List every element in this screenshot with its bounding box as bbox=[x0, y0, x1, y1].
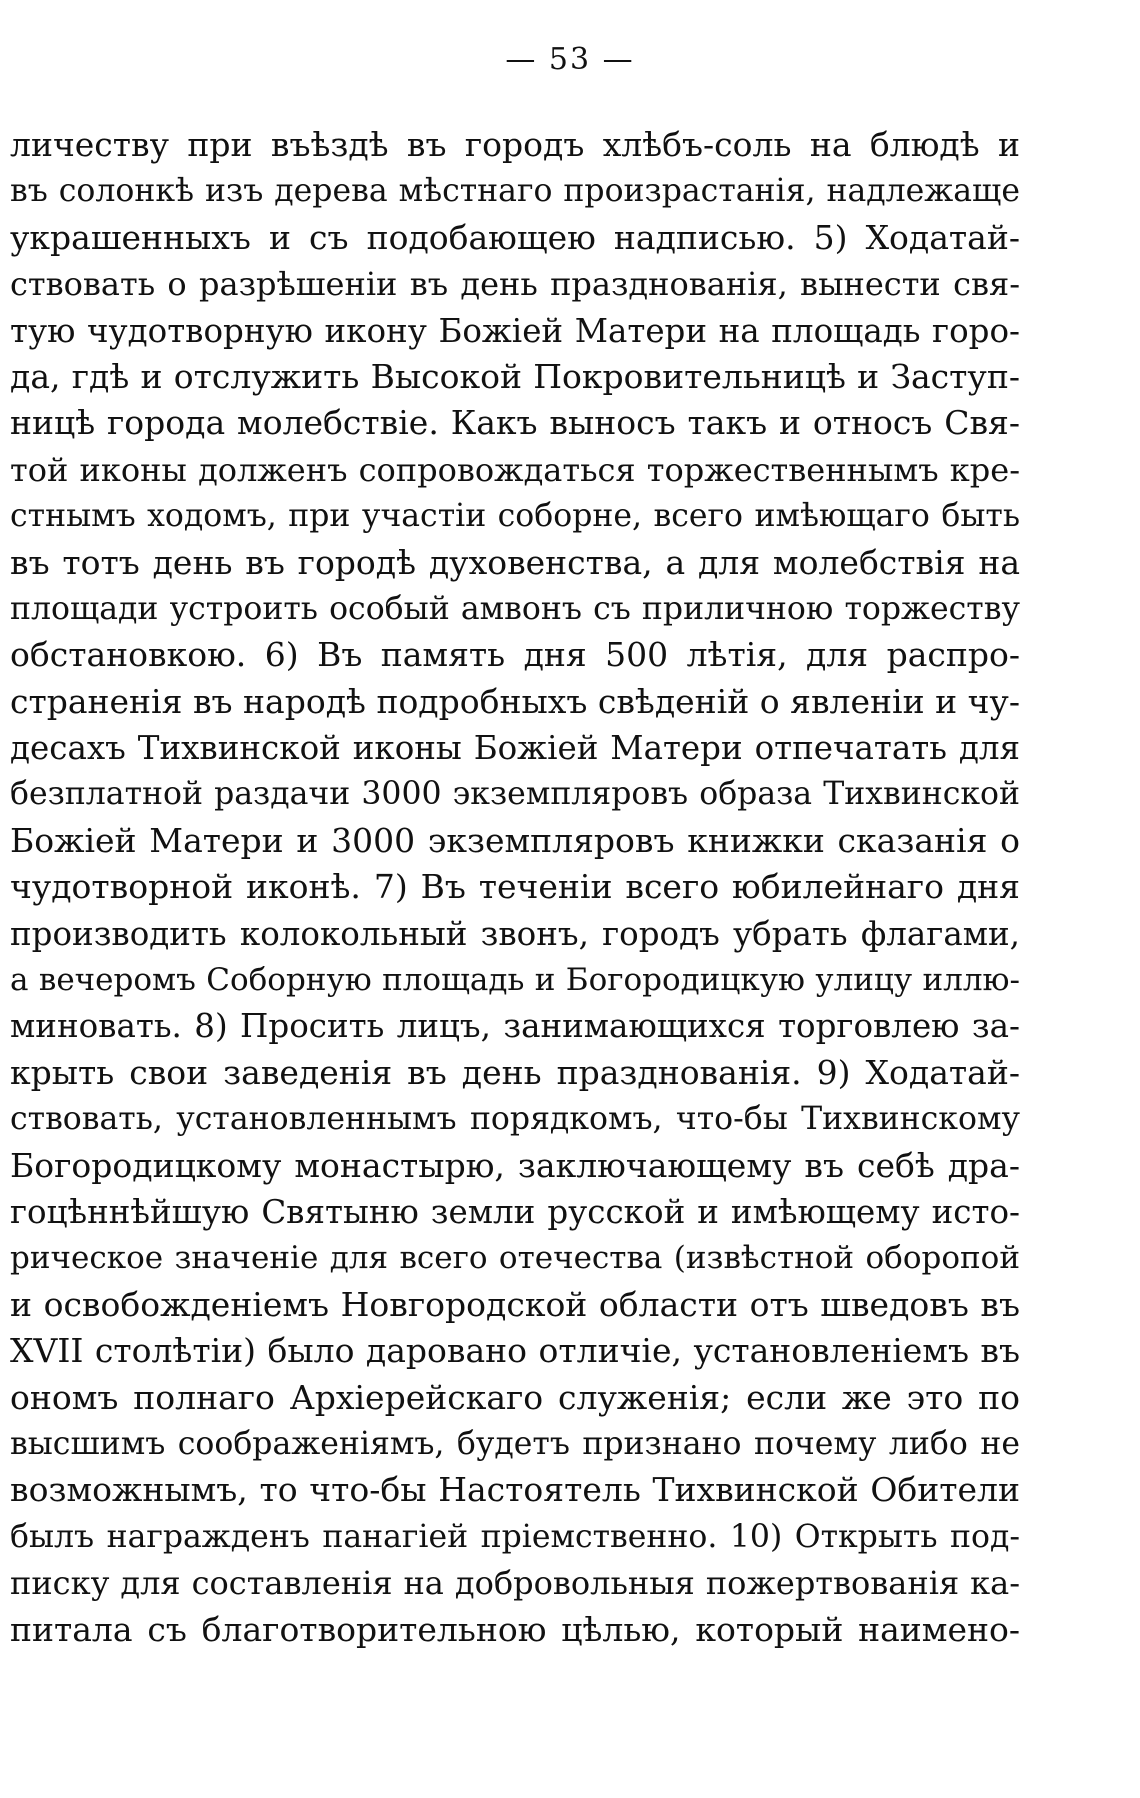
text-line-9: стнымъ ходомъ, при участіи соборне, всего имѣющаго быть bbox=[10, 498, 1020, 535]
text-line-4: ствовать о разрѣшеніи въ день празднованія, вынести свя- bbox=[10, 265, 1020, 304]
text-line-26: и освобожденіемъ Новгородской области отъ шведовъ въ bbox=[10, 1284, 1020, 1324]
text-line-29: высшимъ соображеніямъ, будетъ признано почему либо не bbox=[10, 1425, 1020, 1462]
text-line-10: въ тотъ день въ городѣ духовенства, а для молебствія на bbox=[10, 542, 1020, 582]
text-line-21: крыть свои заведенія въ день празднованія. 9) Ходатай- bbox=[10, 1052, 1020, 1092]
text-line-24: гоцѣннѣйшую Святыню земли русской и имѣющему исто- bbox=[10, 1192, 1020, 1231]
text-line-3: украшенныхъ и съ подобающею надписью. 5) Ходатай- bbox=[10, 217, 1020, 257]
text-line-12: обстановкою. 6) Въ память дня 500 лѣтія, для распро- bbox=[10, 635, 1020, 675]
text-line-1: личеству при въѣздѣ въ городъ хлѣбъ-соль на блюдѣ и bbox=[10, 125, 1020, 164]
text-line-22: ствовать, установленнымъ порядкомъ, что-бы Тихвинскому bbox=[10, 1101, 1020, 1138]
text-line-11: площади устроить особый амвонъ съ приличною торжеству bbox=[10, 590, 1020, 627]
text-line-23: Богородицкому монастырю, заключающему въ себѣ дра- bbox=[10, 1145, 1020, 1185]
text-line-8: той иконы долженъ сопровождаться торжественнымъ кре- bbox=[10, 450, 1020, 489]
text-line-20: миновать. 8) Просить лицъ, занимающихся торговлею за- bbox=[10, 1007, 1020, 1046]
text-line-7: ницѣ города молебствіе. Какъ выносъ такъ и относъ Свя- bbox=[10, 403, 1020, 443]
text-line-28: ономъ полнаго Архіерейскаго служенія; если же это по bbox=[10, 1377, 1020, 1417]
text-line-33: питала съ благотворительною цѣлью, который наимено- bbox=[10, 1609, 1020, 1649]
text-line-14: десахъ Тихвинской иконы Божіей Матери отпечатать для bbox=[10, 729, 1020, 768]
text-line-13: страненія въ народѣ подробныхъ свѣденій о явленіи и чу- bbox=[10, 681, 1020, 721]
text-line-27: XVII столѣтіи) было даровано отличіе, установленіемъ въ bbox=[10, 1331, 1020, 1371]
text-line-32: писку для составленія на добровольныя пожертвованія ка- bbox=[10, 1564, 1020, 1603]
text-line-30: возможнымъ, то что-бы Настоятель Тихвинской Обители bbox=[10, 1470, 1020, 1510]
text-line-18: производить колокольный звонъ, городъ убрать флагами, bbox=[10, 914, 1020, 953]
text-line-25: рическое значеніе для всего отечества (извѣстной оборопой bbox=[10, 1240, 1020, 1277]
page-number: — 53 — bbox=[505, 42, 635, 77]
text-line-31: былъ награжденъ панагіей пріемственно. 10) Открыть под- bbox=[10, 1518, 1020, 1555]
text-line-5: тую чудотворную икону Божіей Матери на площадь горо- bbox=[10, 311, 1020, 350]
text-line-16: Божіей Матери и 3000 экземпляровъ книжки сказанія о bbox=[10, 820, 1020, 860]
text-line-15: безплатной раздачи 3000 экземпляровъ образа Тихвинской bbox=[10, 776, 1020, 813]
body-text bbox=[10, 122, 1020, 1653]
text-line-17: чудотворной иконѣ. 7) Въ теченіи всего юбилейнаго дня bbox=[10, 867, 1020, 907]
text-line-2: въ солонкѣ изъ дерева мѣстнаго произрастанія, надлежаще bbox=[10, 173, 1020, 210]
text-line-19: а вечеромъ Соборную площадь и Богородицкую улицу иллю- bbox=[10, 962, 1020, 999]
text-line-6: да, гдѣ и отслужить Высокой Покровительницѣ и Заступ- bbox=[10, 356, 1020, 396]
